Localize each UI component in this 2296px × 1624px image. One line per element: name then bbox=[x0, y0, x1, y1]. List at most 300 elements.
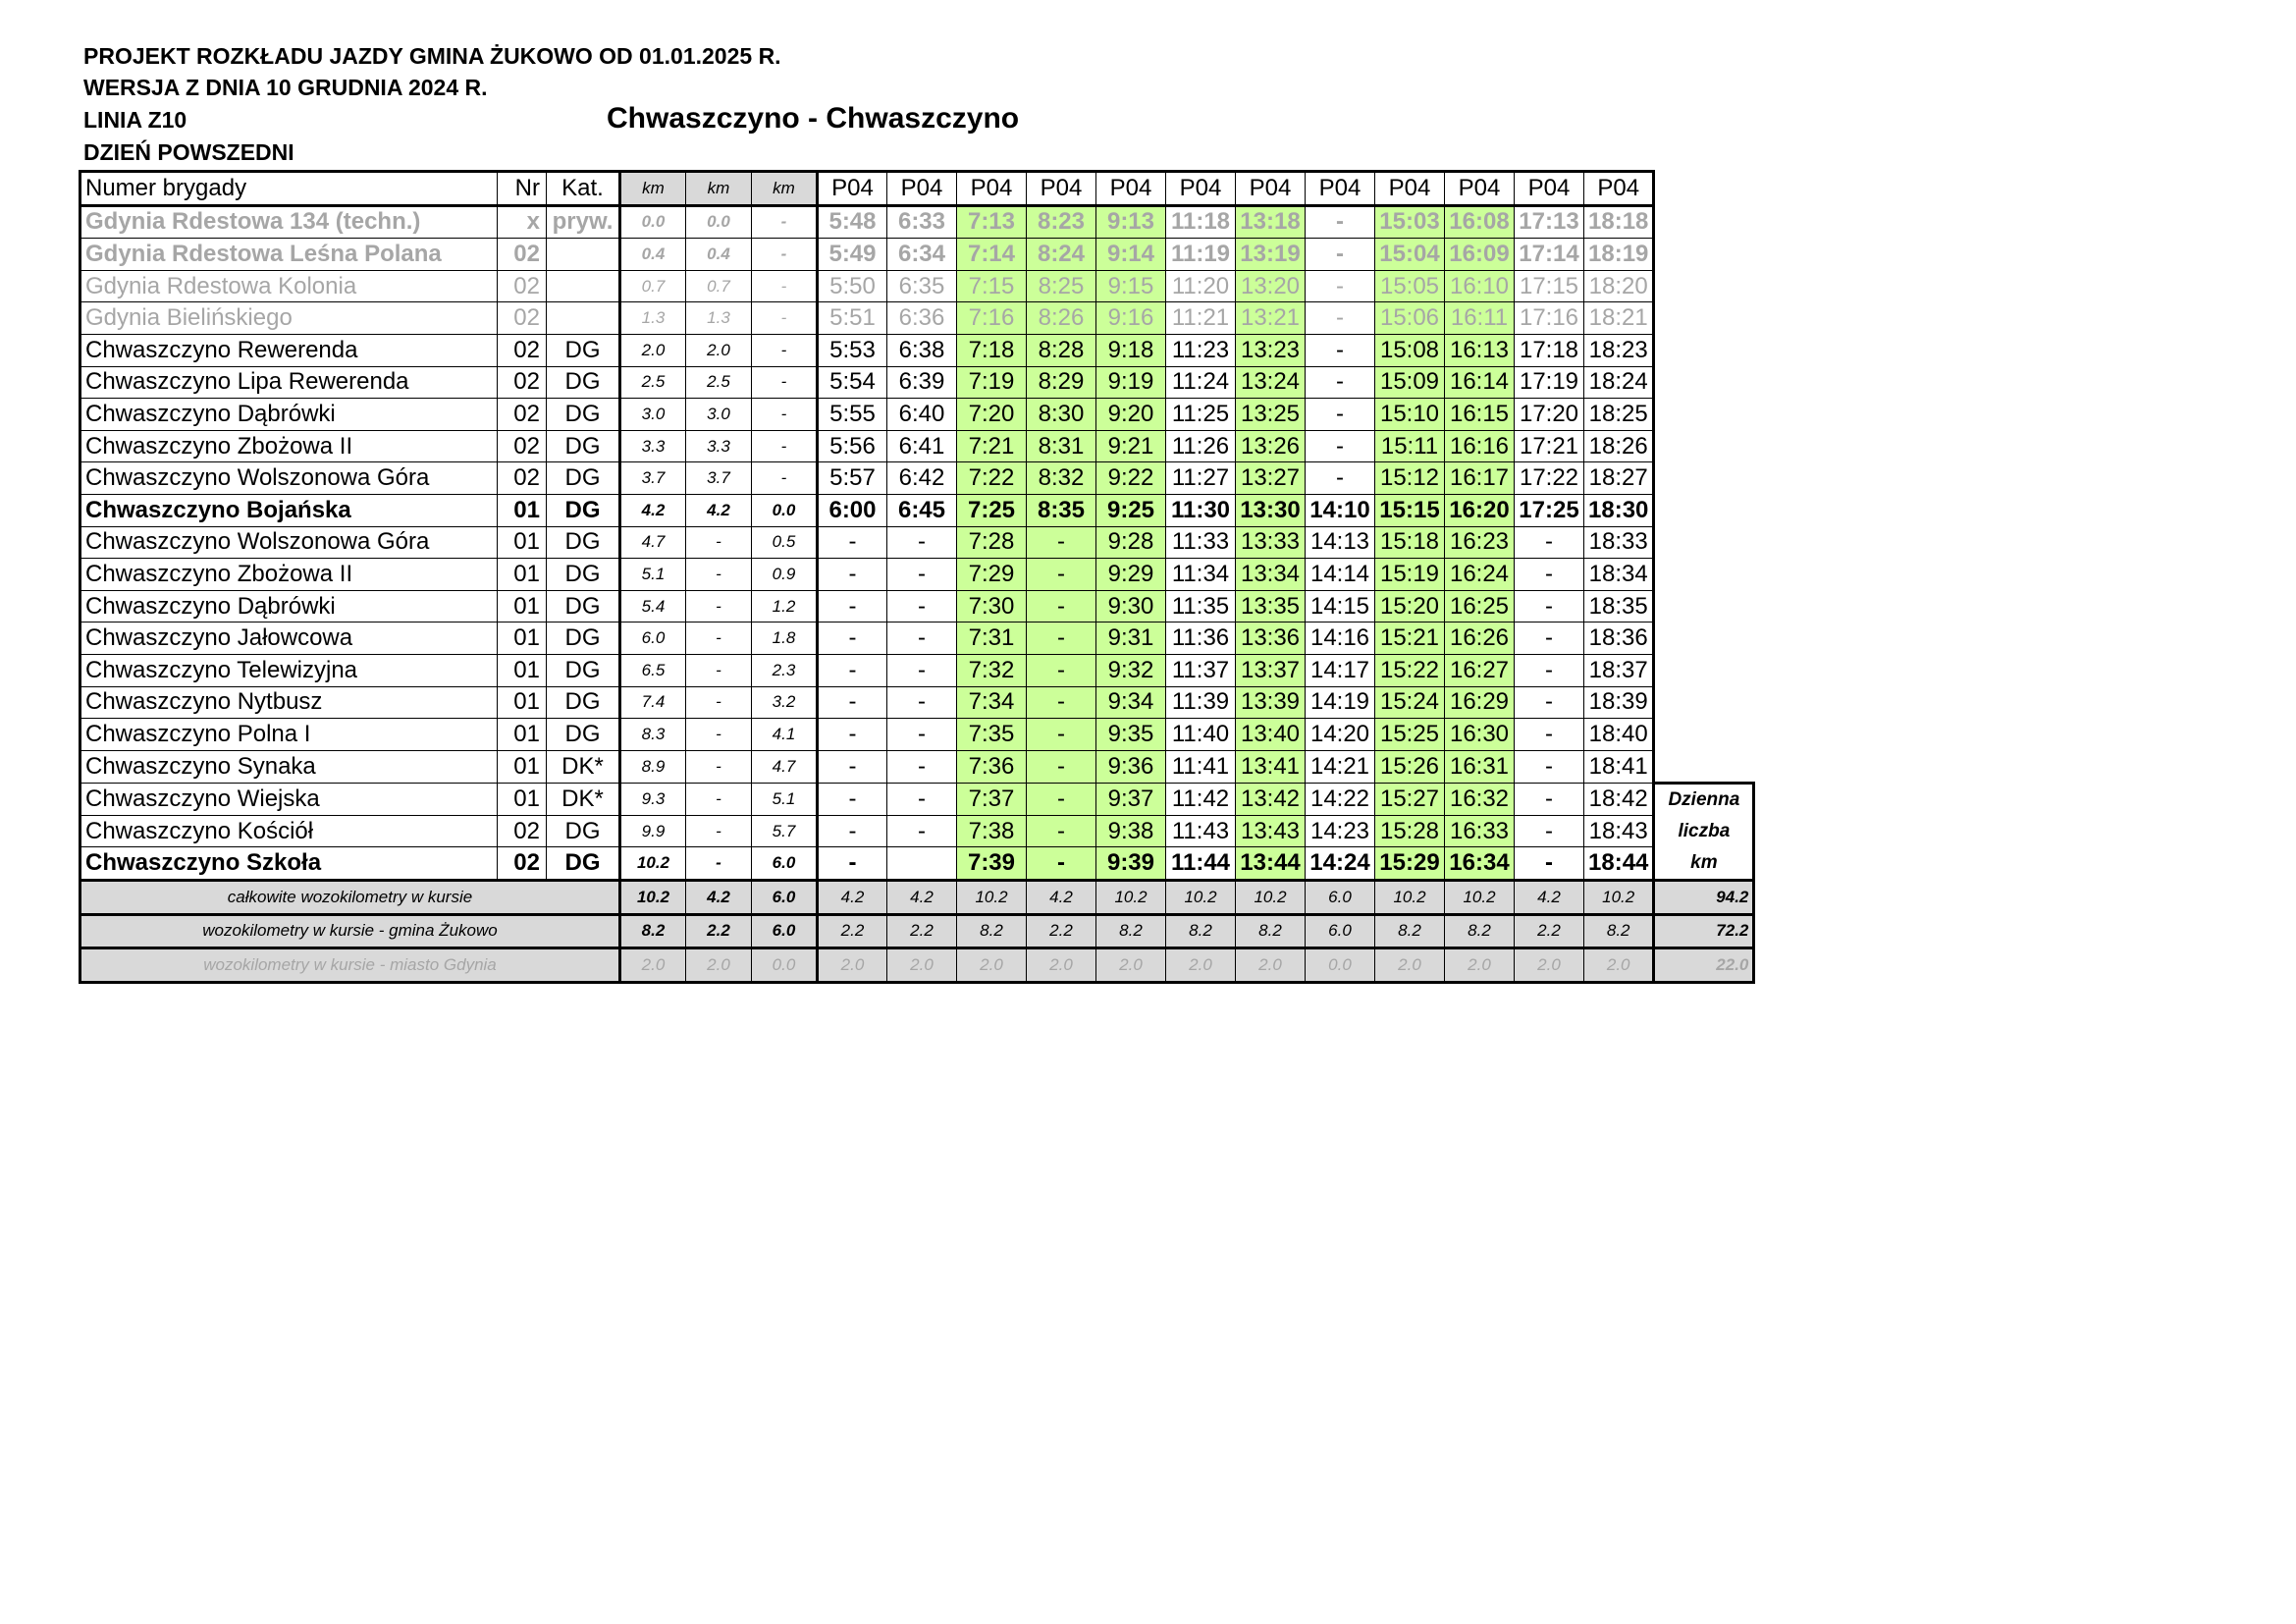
stop-row bbox=[80, 334, 1754, 366]
departure-time: 18:44 bbox=[1584, 847, 1654, 881]
stop-platform-nr: 02 bbox=[498, 334, 547, 366]
stop-distance-km: - bbox=[752, 270, 818, 302]
departure-time: 7:13 bbox=[957, 205, 1027, 239]
stop-distance-km: 9.9 bbox=[620, 815, 686, 847]
daily-km-total: 72.2 bbox=[1654, 914, 1754, 948]
departure-time: 17:25 bbox=[1515, 494, 1584, 526]
departure-time: - bbox=[887, 590, 957, 623]
departure-time: 18:41 bbox=[1584, 750, 1654, 783]
departure-time: 9:39 bbox=[1096, 847, 1166, 881]
spacer-cell bbox=[1654, 526, 1754, 559]
stop-name: Gdynia Rdestowa Kolonia bbox=[80, 270, 498, 302]
departure-time: 15:21 bbox=[1375, 623, 1445, 655]
stop-distance-km: - bbox=[686, 654, 752, 686]
departure-time: 11:43 bbox=[1166, 815, 1236, 847]
departure-time: 16:29 bbox=[1445, 686, 1515, 719]
departure-time: 15:27 bbox=[1375, 783, 1445, 815]
departure-time: 18:21 bbox=[1584, 302, 1654, 335]
summary-trip-value: 6.0 bbox=[1306, 881, 1375, 915]
departure-time: 6:45 bbox=[887, 494, 957, 526]
stop-distance-km: - bbox=[686, 559, 752, 591]
departure-time: 9:36 bbox=[1096, 750, 1166, 783]
departure-time: 13:37 bbox=[1236, 654, 1306, 686]
departure-time: 18:20 bbox=[1584, 270, 1654, 302]
departure-time: 6:33 bbox=[887, 205, 957, 239]
stop-platform-nr: 02 bbox=[498, 239, 547, 271]
departure-time: 15:09 bbox=[1375, 366, 1445, 399]
stop-distance-km: 0.7 bbox=[686, 270, 752, 302]
departure-time: - bbox=[818, 847, 887, 881]
departure-time: - bbox=[1515, 815, 1584, 847]
col-header-brigade-code: P04 bbox=[1027, 172, 1096, 206]
summary-trip-value: 10.2 bbox=[1236, 881, 1306, 915]
stop-name: Gdynia Rdestowa 134 (techn.) bbox=[80, 205, 498, 239]
col-header-brigade-code: P04 bbox=[1584, 172, 1654, 206]
departure-time: - bbox=[1306, 462, 1375, 495]
departure-time: - bbox=[1027, 654, 1096, 686]
departure-time: - bbox=[887, 719, 957, 751]
daily-km-total: 22.0 bbox=[1654, 948, 1754, 983]
departure-time: 16:14 bbox=[1445, 366, 1515, 399]
summary-km-value: 4.2 bbox=[686, 881, 752, 915]
departure-time: - bbox=[1027, 686, 1096, 719]
timetable bbox=[79, 170, 1755, 984]
summary-row bbox=[80, 948, 1754, 983]
spacer-cell bbox=[1654, 750, 1754, 783]
departure-time: - bbox=[818, 750, 887, 783]
stop-platform-nr: 01 bbox=[498, 494, 547, 526]
stop-platform-nr: 02 bbox=[498, 430, 547, 462]
departure-time: - bbox=[818, 686, 887, 719]
departure-time: 9:32 bbox=[1096, 654, 1166, 686]
departure-time: - bbox=[1306, 430, 1375, 462]
summary-trip-value: 2.0 bbox=[1096, 948, 1166, 983]
departure-time: - bbox=[1027, 783, 1096, 815]
departure-time: 13:26 bbox=[1236, 430, 1306, 462]
summary-trip-value: 2.2 bbox=[818, 914, 887, 948]
departure-time: 13:23 bbox=[1236, 334, 1306, 366]
departure-time: 15:06 bbox=[1375, 302, 1445, 335]
stop-row bbox=[80, 302, 1754, 335]
stop-distance-km: 3.7 bbox=[620, 462, 686, 495]
departure-time: - bbox=[1027, 559, 1096, 591]
departure-time: - bbox=[1515, 783, 1584, 815]
departure-time: - bbox=[818, 783, 887, 815]
departure-time: - bbox=[1027, 719, 1096, 751]
departure-time: 13:42 bbox=[1236, 783, 1306, 815]
stop-name: Chwaszczyno Wolszonowa Góra bbox=[80, 462, 498, 495]
departure-time: 8:28 bbox=[1027, 334, 1096, 366]
stop-distance-km: - bbox=[686, 526, 752, 559]
col-header-km: km bbox=[620, 172, 686, 206]
stop-category: DG bbox=[547, 686, 620, 719]
col-header-km: km bbox=[686, 172, 752, 206]
departure-time: 7:29 bbox=[957, 559, 1027, 591]
stop-category: DG bbox=[547, 462, 620, 495]
departure-time: - bbox=[887, 526, 957, 559]
stop-row bbox=[80, 205, 1754, 239]
departure-time: 16:26 bbox=[1445, 623, 1515, 655]
daily-km-total: 94.2 bbox=[1654, 881, 1754, 915]
departure-time: 11:21 bbox=[1166, 302, 1236, 335]
departure-time: 16:23 bbox=[1445, 526, 1515, 559]
departure-time: 16:24 bbox=[1445, 559, 1515, 591]
summary-trip-value: 2.0 bbox=[818, 948, 887, 983]
stop-distance-km: 4.2 bbox=[686, 494, 752, 526]
stop-distance-km: - bbox=[752, 334, 818, 366]
spacer-cell bbox=[1654, 205, 1754, 239]
departure-time: 7:18 bbox=[957, 334, 1027, 366]
departure-time: 6:34 bbox=[887, 239, 957, 271]
stop-row bbox=[80, 590, 1754, 623]
departure-time: 15:18 bbox=[1375, 526, 1445, 559]
departure-time: - bbox=[1306, 334, 1375, 366]
stop-distance-km: 1.3 bbox=[686, 302, 752, 335]
departure-time: - bbox=[818, 719, 887, 751]
summary-trip-value: 0.0 bbox=[1306, 948, 1375, 983]
departure-time: 13:27 bbox=[1236, 462, 1306, 495]
spacer-cell bbox=[1654, 494, 1754, 526]
departure-time: - bbox=[1306, 302, 1375, 335]
summary-trip-value: 2.0 bbox=[1445, 948, 1515, 983]
departure-time bbox=[887, 847, 957, 881]
departure-time: - bbox=[1515, 719, 1584, 751]
stop-name: Chwaszczyno Telewizyjna bbox=[80, 654, 498, 686]
departure-time: - bbox=[818, 559, 887, 591]
departure-time: 18:34 bbox=[1584, 559, 1654, 591]
departure-time: 14:17 bbox=[1306, 654, 1375, 686]
stop-category: DG bbox=[547, 559, 620, 591]
departure-time: 8:25 bbox=[1027, 270, 1096, 302]
stop-distance-km: 4.7 bbox=[752, 750, 818, 783]
stop-distance-km: - bbox=[752, 302, 818, 335]
departure-time: 5:53 bbox=[818, 334, 887, 366]
stop-distance-km: - bbox=[686, 815, 752, 847]
summary-trip-value: 10.2 bbox=[957, 881, 1027, 915]
header-line: LINIA Z10 bbox=[83, 107, 187, 133]
departure-time: 11:34 bbox=[1166, 559, 1236, 591]
stop-row bbox=[80, 623, 1754, 655]
stop-row bbox=[80, 847, 1754, 881]
stop-distance-km: 4.7 bbox=[620, 526, 686, 559]
spacer-cell bbox=[1654, 334, 1754, 366]
stop-distance-km: - bbox=[752, 462, 818, 495]
departure-time: 16:17 bbox=[1445, 462, 1515, 495]
summary-label: wozokilometry w kursie - miasto Gdynia bbox=[80, 948, 620, 983]
departure-time: - bbox=[818, 526, 887, 559]
summary-trip-value: 8.2 bbox=[957, 914, 1027, 948]
departure-time: 9:15 bbox=[1096, 270, 1166, 302]
departure-time: - bbox=[1027, 815, 1096, 847]
departure-time: 7:21 bbox=[957, 430, 1027, 462]
stop-distance-km: 3.2 bbox=[752, 686, 818, 719]
col-header-km: km bbox=[752, 172, 818, 206]
departure-time: 9:14 bbox=[1096, 239, 1166, 271]
departure-time: 7:30 bbox=[957, 590, 1027, 623]
stop-category: DG bbox=[547, 526, 620, 559]
departure-time: 13:44 bbox=[1236, 847, 1306, 881]
departure-time: - bbox=[1515, 623, 1584, 655]
departure-time: 18:18 bbox=[1584, 205, 1654, 239]
summary-km-value: 6.0 bbox=[752, 914, 818, 948]
departure-time: 11:44 bbox=[1166, 847, 1236, 881]
departure-time: 17:15 bbox=[1515, 270, 1584, 302]
stop-name: Chwaszczyno Zbożowa II bbox=[80, 559, 498, 591]
departure-time: 9:22 bbox=[1096, 462, 1166, 495]
departure-time: 16:08 bbox=[1445, 205, 1515, 239]
departure-time: 7:15 bbox=[957, 270, 1027, 302]
departure-time: 17:21 bbox=[1515, 430, 1584, 462]
departure-time: 9:13 bbox=[1096, 205, 1166, 239]
departure-time: 13:40 bbox=[1236, 719, 1306, 751]
departure-time: - bbox=[1027, 590, 1096, 623]
summary-trip-value: 2.2 bbox=[887, 914, 957, 948]
summary-km-value: 8.2 bbox=[620, 914, 686, 948]
departure-time: 14:13 bbox=[1306, 526, 1375, 559]
departure-time: 15:20 bbox=[1375, 590, 1445, 623]
stop-distance-km: - bbox=[752, 430, 818, 462]
stop-platform-nr: x bbox=[498, 205, 547, 239]
spacer-cell bbox=[1654, 430, 1754, 462]
departure-time: 7:16 bbox=[957, 302, 1027, 335]
departure-time: 9:34 bbox=[1096, 686, 1166, 719]
summary-trip-value: 2.0 bbox=[957, 948, 1027, 983]
departure-time: 13:30 bbox=[1236, 494, 1306, 526]
stop-platform-nr: 01 bbox=[498, 750, 547, 783]
departure-time: - bbox=[887, 750, 957, 783]
departure-time: - bbox=[1515, 847, 1584, 881]
stop-row bbox=[80, 239, 1754, 271]
stop-name: Chwaszczyno Dąbrówki bbox=[80, 590, 498, 623]
departure-time: 16:13 bbox=[1445, 334, 1515, 366]
stop-name: Chwaszczyno Jałowcowa bbox=[80, 623, 498, 655]
stop-category: DG bbox=[547, 366, 620, 399]
departure-time: 18:25 bbox=[1584, 399, 1654, 431]
departure-time: 13:39 bbox=[1236, 686, 1306, 719]
col-header-kat: Kat. bbox=[547, 172, 620, 206]
departure-time: - bbox=[1515, 559, 1584, 591]
departure-time: - bbox=[1515, 750, 1584, 783]
departure-time: 11:23 bbox=[1166, 334, 1236, 366]
departure-time: 14:23 bbox=[1306, 815, 1375, 847]
stop-distance-km: 2.5 bbox=[686, 366, 752, 399]
departure-time: 6:00 bbox=[818, 494, 887, 526]
stop-distance-km: 6.5 bbox=[620, 654, 686, 686]
stop-name: Chwaszczyno Bojańska bbox=[80, 494, 498, 526]
summary-trip-value: 8.2 bbox=[1236, 914, 1306, 948]
departure-time: 18:35 bbox=[1584, 590, 1654, 623]
stop-platform-nr: 02 bbox=[498, 462, 547, 495]
departure-time: 6:39 bbox=[887, 366, 957, 399]
stop-category: DG bbox=[547, 590, 620, 623]
departure-time: - bbox=[887, 783, 957, 815]
departure-time: 13:21 bbox=[1236, 302, 1306, 335]
summary-trip-value: 10.2 bbox=[1375, 881, 1445, 915]
stop-name: Chwaszczyno Zbożowa II bbox=[80, 430, 498, 462]
stop-distance-km: - bbox=[686, 623, 752, 655]
stop-platform-nr: 01 bbox=[498, 654, 547, 686]
spacer-cell bbox=[1654, 399, 1754, 431]
departure-time: 6:35 bbox=[887, 270, 957, 302]
stop-row bbox=[80, 783, 1754, 815]
stop-distance-km: 0.0 bbox=[686, 205, 752, 239]
spacer-cell bbox=[1654, 559, 1754, 591]
departure-time: - bbox=[1306, 205, 1375, 239]
spacer-cell bbox=[1654, 654, 1754, 686]
departure-time: 9:29 bbox=[1096, 559, 1166, 591]
departure-time: 16:15 bbox=[1445, 399, 1515, 431]
stop-distance-km: - bbox=[686, 590, 752, 623]
departure-time: 15:28 bbox=[1375, 815, 1445, 847]
stop-distance-km: 10.2 bbox=[620, 847, 686, 881]
departure-time: 5:55 bbox=[818, 399, 887, 431]
departure-time: 18:36 bbox=[1584, 623, 1654, 655]
stop-distance-km: 9.3 bbox=[620, 783, 686, 815]
departure-time: 11:33 bbox=[1166, 526, 1236, 559]
summary-trip-value: 2.2 bbox=[1027, 914, 1096, 948]
departure-time: 7:28 bbox=[957, 526, 1027, 559]
stop-distance-km: 3.3 bbox=[686, 430, 752, 462]
summary-trip-value: 10.2 bbox=[1445, 881, 1515, 915]
stop-name: Chwaszczyno Lipa Rewerenda bbox=[80, 366, 498, 399]
departure-time: 11:41 bbox=[1166, 750, 1236, 783]
stop-distance-km: - bbox=[686, 847, 752, 881]
stop-distance-km: 5.1 bbox=[620, 559, 686, 591]
summary-trip-value: 4.2 bbox=[887, 881, 957, 915]
stop-category bbox=[547, 270, 620, 302]
departure-time: 6:36 bbox=[887, 302, 957, 335]
stop-row bbox=[80, 366, 1754, 399]
departure-time: 16:09 bbox=[1445, 239, 1515, 271]
departure-time: 9:21 bbox=[1096, 430, 1166, 462]
summary-trip-value: 2.0 bbox=[1584, 948, 1654, 983]
summary-row bbox=[80, 914, 1754, 948]
stop-category: pryw. bbox=[547, 205, 620, 239]
stop-distance-km: - bbox=[752, 399, 818, 431]
summary-km-value: 10.2 bbox=[620, 881, 686, 915]
summary-km-value: 2.2 bbox=[686, 914, 752, 948]
stop-row bbox=[80, 526, 1754, 559]
summary-trip-value: 4.2 bbox=[818, 881, 887, 915]
summary-trip-value: 8.2 bbox=[1166, 914, 1236, 948]
stop-category: DG bbox=[547, 847, 620, 881]
spacer-cell bbox=[1654, 719, 1754, 751]
stop-platform-nr: 01 bbox=[498, 559, 547, 591]
stop-distance-km: 2.5 bbox=[620, 366, 686, 399]
departure-time: 18:39 bbox=[1584, 686, 1654, 719]
departure-time: 13:35 bbox=[1236, 590, 1306, 623]
departure-time: 7:37 bbox=[957, 783, 1027, 815]
departure-time: 5:56 bbox=[818, 430, 887, 462]
stop-category: DG bbox=[547, 623, 620, 655]
departure-time: 7:22 bbox=[957, 462, 1027, 495]
col-header-brigade-code: P04 bbox=[1515, 172, 1584, 206]
summary-km-value: 2.0 bbox=[686, 948, 752, 983]
departure-time: 16:34 bbox=[1445, 847, 1515, 881]
departure-time: 17:18 bbox=[1515, 334, 1584, 366]
stop-name: Chwaszczyno Nytbusz bbox=[80, 686, 498, 719]
stop-name: Gdynia Bielińskiego bbox=[80, 302, 498, 335]
departure-time: 8:35 bbox=[1027, 494, 1096, 526]
col-header-brigade-code: P04 bbox=[957, 172, 1027, 206]
stop-distance-km: 3.7 bbox=[686, 462, 752, 495]
stop-row bbox=[80, 815, 1754, 847]
route-name: Chwaszczyno - Chwaszczyno bbox=[607, 102, 1020, 135]
departure-time: 17:20 bbox=[1515, 399, 1584, 431]
stop-distance-km: 1.3 bbox=[620, 302, 686, 335]
spacer-cell bbox=[1654, 462, 1754, 495]
departure-time: 17:19 bbox=[1515, 366, 1584, 399]
departure-time: 13:43 bbox=[1236, 815, 1306, 847]
departure-time: 5:57 bbox=[818, 462, 887, 495]
departure-time: - bbox=[1306, 270, 1375, 302]
summary-trip-value: 8.2 bbox=[1375, 914, 1445, 948]
departure-time: - bbox=[1515, 654, 1584, 686]
departure-time: 18:40 bbox=[1584, 719, 1654, 751]
departure-time: 16:11 bbox=[1445, 302, 1515, 335]
header-day-type: DZIEŃ POWSZEDNI bbox=[83, 139, 294, 165]
departure-time: 7:35 bbox=[957, 719, 1027, 751]
stop-platform-nr: 02 bbox=[498, 399, 547, 431]
departure-time: 8:24 bbox=[1027, 239, 1096, 271]
summary-trip-value: 2.0 bbox=[887, 948, 957, 983]
departure-time: 16:25 bbox=[1445, 590, 1515, 623]
departure-time: - bbox=[1027, 526, 1096, 559]
stop-category: DK* bbox=[547, 783, 620, 815]
stop-distance-km: - bbox=[686, 750, 752, 783]
col-header-brigade-code: P04 bbox=[1166, 172, 1236, 206]
departure-time: 7:32 bbox=[957, 654, 1027, 686]
stop-category: DG bbox=[547, 399, 620, 431]
departure-time: - bbox=[1515, 526, 1584, 559]
stop-name: Chwaszczyno Polna I bbox=[80, 719, 498, 751]
departure-time: - bbox=[1306, 366, 1375, 399]
stop-category: DG bbox=[547, 334, 620, 366]
spacer-cell bbox=[1654, 366, 1754, 399]
stop-category bbox=[547, 302, 620, 335]
departure-time: 7:39 bbox=[957, 847, 1027, 881]
departure-time: 13:36 bbox=[1236, 623, 1306, 655]
departure-time: 8:26 bbox=[1027, 302, 1096, 335]
stop-distance-km: 6.0 bbox=[620, 623, 686, 655]
summary-trip-value: 2.0 bbox=[1375, 948, 1445, 983]
summary-trip-value: 4.2 bbox=[1027, 881, 1096, 915]
departure-time: - bbox=[1515, 590, 1584, 623]
departure-time: 11:24 bbox=[1166, 366, 1236, 399]
stop-distance-km: 0.7 bbox=[620, 270, 686, 302]
departure-time: 17:16 bbox=[1515, 302, 1584, 335]
col-header-brigade-code: P04 bbox=[818, 172, 887, 206]
departure-time: 7:20 bbox=[957, 399, 1027, 431]
departure-time: - bbox=[887, 815, 957, 847]
spacer-cell bbox=[1654, 686, 1754, 719]
summary-trip-value: 8.2 bbox=[1445, 914, 1515, 948]
departure-time: - bbox=[818, 654, 887, 686]
departure-time: 11:20 bbox=[1166, 270, 1236, 302]
stop-name: Chwaszczyno Wiejska bbox=[80, 783, 498, 815]
stop-distance-km: 0.4 bbox=[686, 239, 752, 271]
stop-category: DG bbox=[547, 719, 620, 751]
summary-trip-value: 8.2 bbox=[1096, 914, 1166, 948]
departure-time: 16:20 bbox=[1445, 494, 1515, 526]
departure-time: 7:25 bbox=[957, 494, 1027, 526]
summary-trip-value: 10.2 bbox=[1166, 881, 1236, 915]
departure-time: 7:14 bbox=[957, 239, 1027, 271]
summary-trip-value: 2.0 bbox=[1166, 948, 1236, 983]
stop-platform-nr: 01 bbox=[498, 783, 547, 815]
stop-distance-km: 0.0 bbox=[620, 205, 686, 239]
stop-row bbox=[80, 494, 1754, 526]
